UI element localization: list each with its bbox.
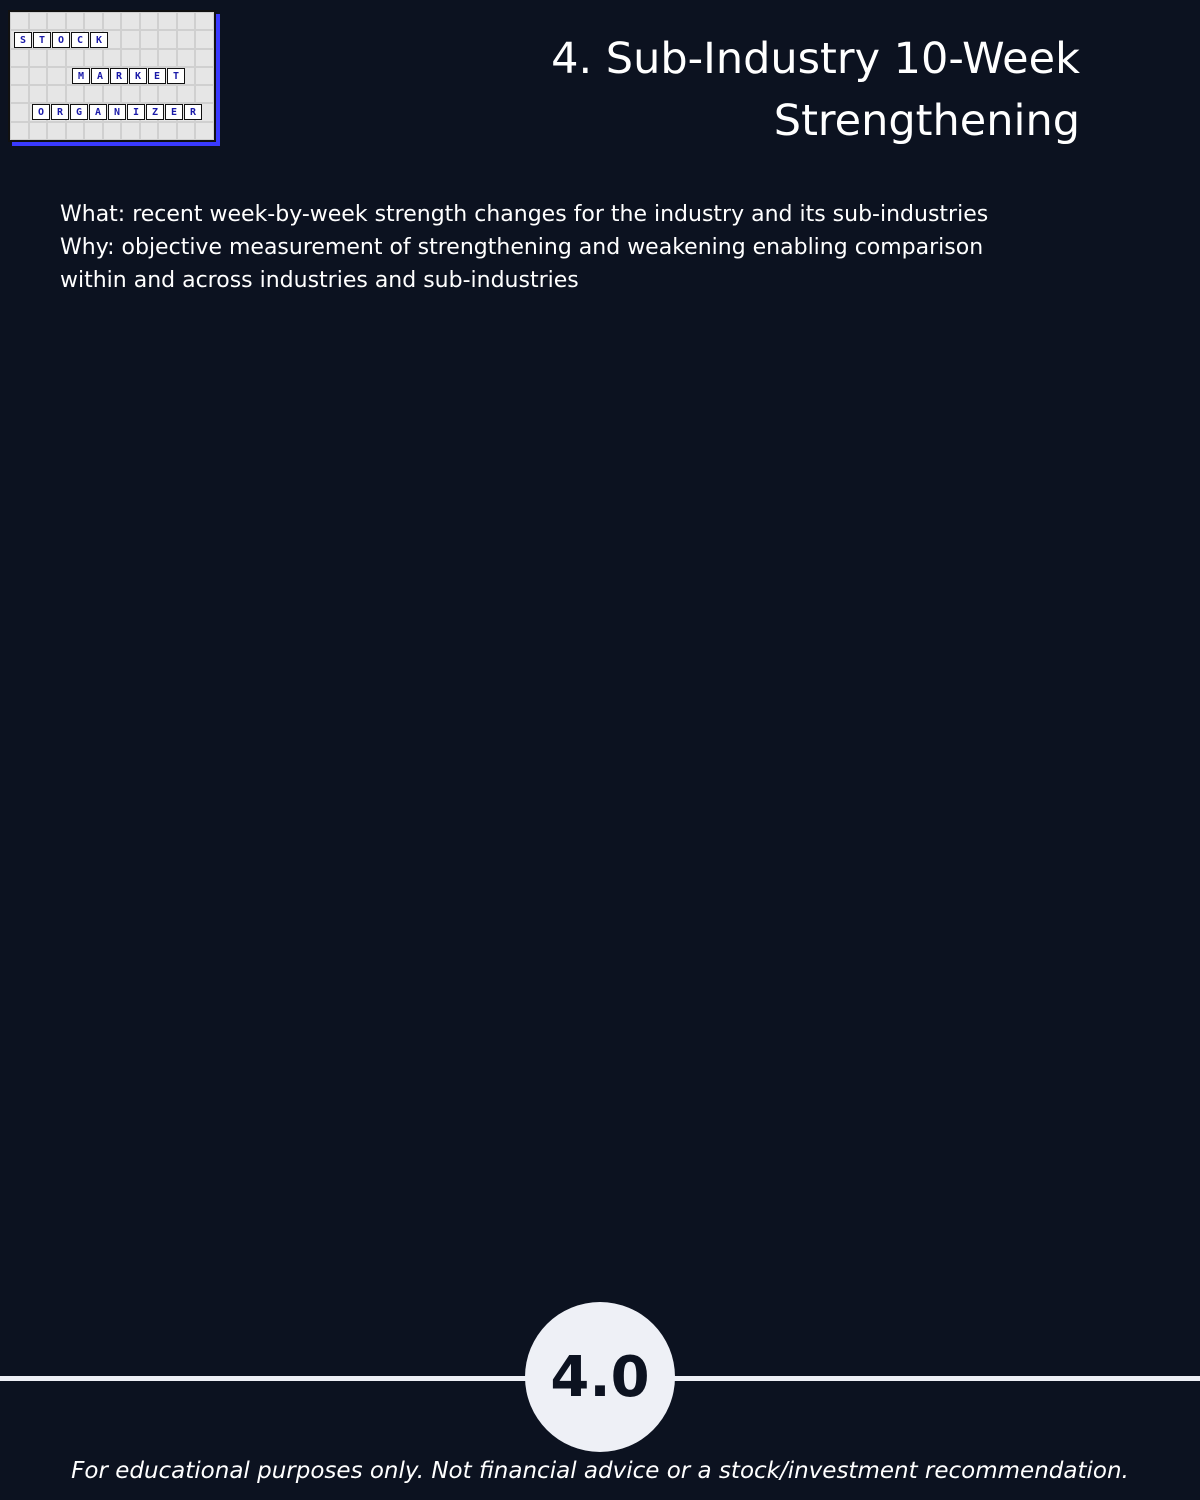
logo-grid-cell [47, 85, 66, 103]
logo-grid-cell [47, 49, 66, 67]
logo-grid-cell [140, 12, 159, 30]
logo-grid-cell [66, 122, 85, 140]
logo-grid-cell [158, 30, 177, 48]
section-number-badge: 4.0 [525, 1302, 675, 1452]
logo-letter: Z [146, 104, 164, 120]
logo-grid-cell [121, 30, 140, 48]
logo-grid-cell [10, 12, 29, 30]
logo-grid-cell [10, 67, 29, 85]
logo-letter: E [165, 104, 183, 120]
logo-grid-cell [47, 12, 66, 30]
page-title [380, 28, 1080, 152]
logo-grid-cell [29, 12, 48, 30]
logo-grid-cell [158, 85, 177, 103]
logo-letter: E [148, 68, 166, 84]
logo-grid-cell [177, 49, 196, 67]
logo-grid-cell [140, 49, 159, 67]
logo-grid-cell [84, 85, 103, 103]
logo-grid-cell [84, 122, 103, 140]
logo-letter: T [167, 68, 185, 84]
logo-letter: M [72, 68, 90, 84]
logo-grid-cell [103, 85, 122, 103]
logo-grid-cell [177, 85, 196, 103]
logo-grid-cell [195, 85, 214, 103]
logo-letter: I [127, 104, 145, 120]
logo-grid-cell [103, 12, 122, 30]
logo-letter: A [89, 104, 107, 120]
logo-grid-cell [195, 30, 214, 48]
logo-grid-cell [29, 122, 48, 140]
logo-grid-cell [195, 49, 214, 67]
logo-grid-cell [47, 67, 66, 85]
page-title-line-2: Strengthening [773, 96, 1080, 146]
logo-letter: N [108, 104, 126, 120]
logo-grid-cell [29, 85, 48, 103]
page-title-line-1: 4. Sub-Industry 10-Week [551, 34, 1080, 84]
logo-grid-cell [29, 67, 48, 85]
logo-grid-cell [10, 103, 29, 121]
logo-grid-cell [195, 122, 214, 140]
logo-grid-cell [84, 12, 103, 30]
logo-grid-cell [195, 67, 214, 85]
logo-grid-cell [47, 122, 66, 140]
logo-grid-cell [121, 49, 140, 67]
logo-grid-cell [177, 12, 196, 30]
logo-word-stock [14, 32, 109, 48]
section-description [60, 198, 1120, 297]
logo-grid-cell [158, 12, 177, 30]
logo-letter: T [33, 32, 51, 48]
logo-grid-cell [177, 30, 196, 48]
logo-letter: S [14, 32, 32, 48]
description-what: What: recent week-by-week strength changes for the industry and its sub-industries [60, 202, 989, 227]
logo-grid-cell [158, 122, 177, 140]
logo-grid-cell [103, 49, 122, 67]
logo-grid-cell [195, 12, 214, 30]
logo-grid-cell [10, 85, 29, 103]
logo-grid-cell [10, 49, 29, 67]
logo-grid-cell [140, 85, 159, 103]
logo-letter: G [70, 104, 88, 120]
logo-grid-cell [10, 122, 29, 140]
logo-grid-cell [103, 122, 122, 140]
logo-word-organizer [32, 104, 203, 120]
logo-grid-cell [121, 85, 140, 103]
logo-letter: R [51, 104, 69, 120]
logo-letter: R [184, 104, 202, 120]
logo-grid-cell [158, 49, 177, 67]
logo-letter: C [71, 32, 89, 48]
description-why: Why: objective measurement of strengthening and weakening enabling comparison [60, 235, 984, 260]
description-why-continued: within and across industries and sub-industries [60, 268, 579, 293]
logo-letter: O [52, 32, 70, 48]
logo-grid-cell [121, 122, 140, 140]
logo-grid-cell [66, 49, 85, 67]
logo-letter: A [91, 68, 109, 84]
stock-market-organizer-logo [8, 10, 216, 142]
logo-grid-cell [121, 12, 140, 30]
logo-letter: K [90, 32, 108, 48]
logo-letter: K [129, 68, 147, 84]
logo-grid-cell [66, 85, 85, 103]
logo-grid-cell [177, 122, 196, 140]
logo-letter: R [110, 68, 128, 84]
logo-grid-cell [29, 49, 48, 67]
logo-word-market [72, 68, 186, 84]
logo-grid-cell [66, 12, 85, 30]
logo-grid-cell [84, 49, 103, 67]
logo-grid-cell [140, 122, 159, 140]
logo-grid-cell [140, 30, 159, 48]
disclaimer-text: For educational purposes only. Not financial advice or a stock/investment recommendation. [71, 1458, 1129, 1484]
logo-letter: O [32, 104, 50, 120]
